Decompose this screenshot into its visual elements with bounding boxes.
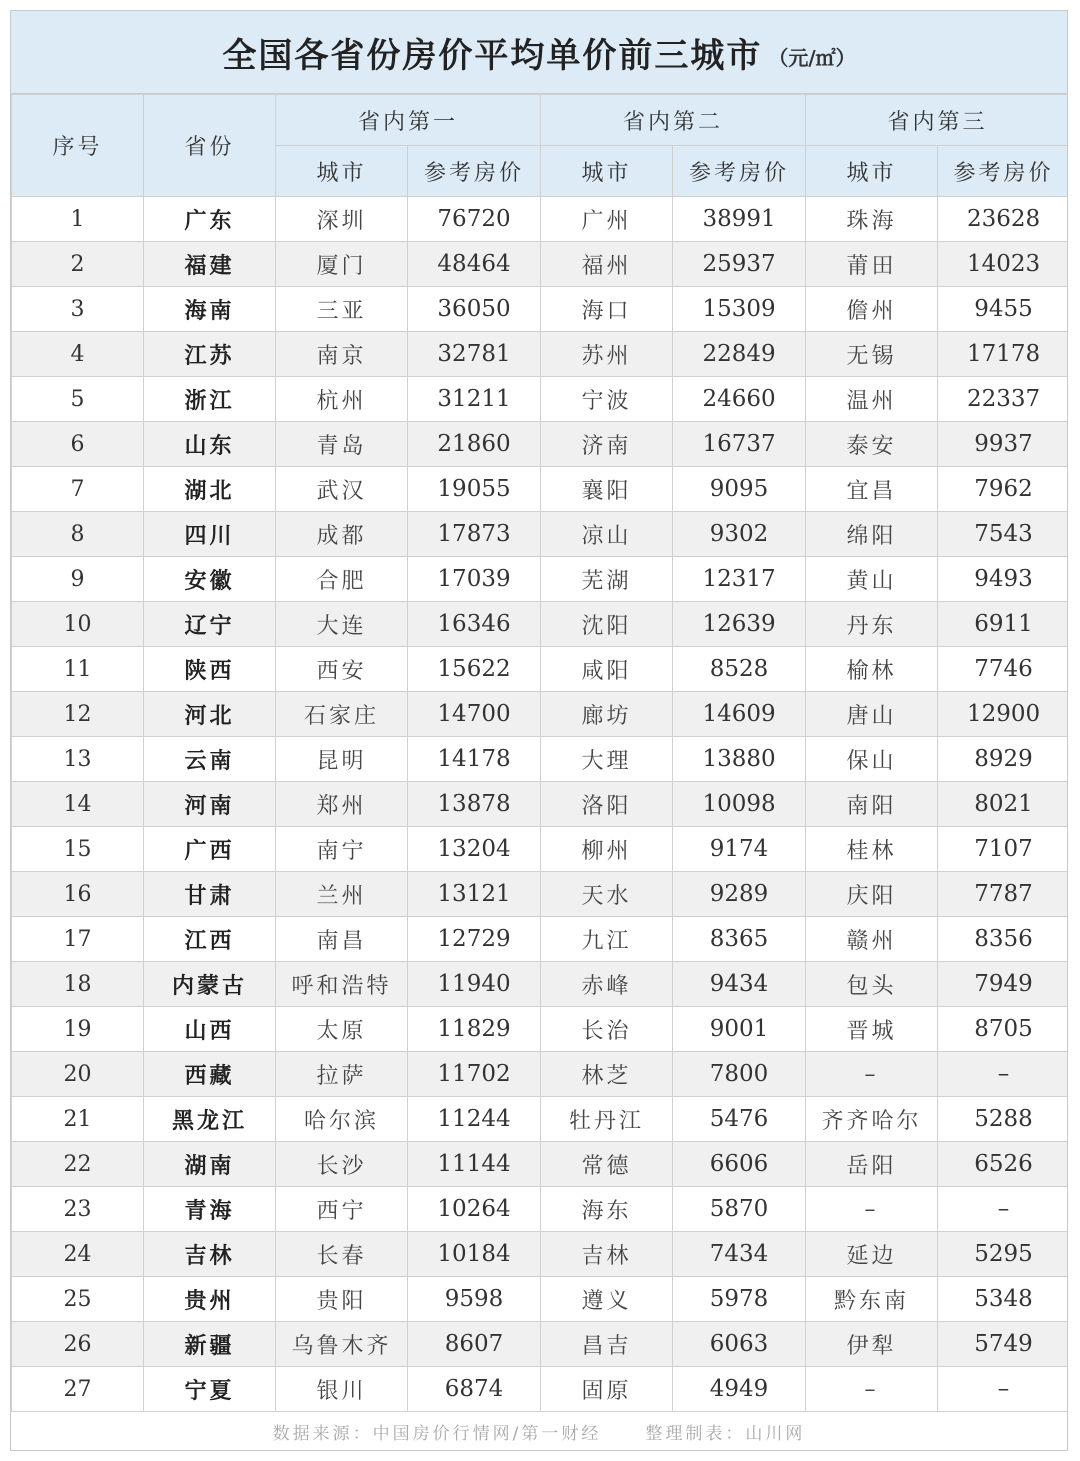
third-city: 延边 bbox=[806, 1232, 938, 1277]
table-title-bar bbox=[11, 11, 1067, 94]
second-city: 遵义 bbox=[541, 1277, 673, 1322]
first-city: 长沙 bbox=[276, 1142, 408, 1187]
third-city: 榆林 bbox=[806, 647, 938, 692]
first-city: 深圳 bbox=[276, 197, 408, 242]
row-index: 21 bbox=[12, 1097, 144, 1142]
province-name: 黑龙江 bbox=[144, 1097, 276, 1142]
third-city: 丹东 bbox=[806, 602, 938, 647]
table-row bbox=[12, 1322, 1069, 1367]
first-city-price: 10184 bbox=[408, 1232, 541, 1277]
second-city-price: 22849 bbox=[673, 332, 806, 377]
first-city: 武汉 bbox=[276, 467, 408, 512]
row-index: 19 bbox=[12, 1007, 144, 1052]
first-city-price: 11244 bbox=[408, 1097, 541, 1142]
second-city-price: 5978 bbox=[673, 1277, 806, 1322]
row-index: 18 bbox=[12, 962, 144, 1007]
first-city: 成都 bbox=[276, 512, 408, 557]
first-city: 杭州 bbox=[276, 377, 408, 422]
table-row bbox=[12, 782, 1069, 827]
row-index: 12 bbox=[12, 692, 144, 737]
table-row bbox=[12, 1007, 1069, 1052]
third-city-price: 9493 bbox=[938, 557, 1068, 602]
third-city: 庆阳 bbox=[806, 872, 938, 917]
first-city-price: 8607 bbox=[408, 1322, 541, 1367]
province-name: 江苏 bbox=[144, 332, 276, 377]
first-city: 厦门 bbox=[276, 242, 408, 287]
table-row bbox=[12, 467, 1069, 512]
second-city-price: 9302 bbox=[673, 512, 806, 557]
second-city-price: 10098 bbox=[673, 782, 806, 827]
row-index: 8 bbox=[12, 512, 144, 557]
row-index: 11 bbox=[12, 647, 144, 692]
first-city-price: 76720 bbox=[408, 197, 541, 242]
second-city-price: 24660 bbox=[673, 377, 806, 422]
table-row bbox=[12, 1097, 1069, 1142]
third-city: – bbox=[806, 1052, 938, 1097]
first-city-price: 9598 bbox=[408, 1277, 541, 1322]
province-name: 浙江 bbox=[144, 377, 276, 422]
second-city: 牡丹江 bbox=[541, 1097, 673, 1142]
second-city-price: 6063 bbox=[673, 1322, 806, 1367]
second-city-price: 5870 bbox=[673, 1187, 806, 1232]
second-city: 天水 bbox=[541, 872, 673, 917]
first-city: 郑州 bbox=[276, 782, 408, 827]
second-city: 海口 bbox=[541, 287, 673, 332]
first-city: 西宁 bbox=[276, 1187, 408, 1232]
first-city: 青岛 bbox=[276, 422, 408, 467]
table-row bbox=[12, 647, 1069, 692]
header-group-first: 省内第一 bbox=[276, 95, 541, 146]
first-city: 南京 bbox=[276, 332, 408, 377]
row-index: 14 bbox=[12, 782, 144, 827]
header-city-2: 城市 bbox=[541, 146, 673, 197]
row-index: 1 bbox=[12, 197, 144, 242]
province-name: 贵州 bbox=[144, 1277, 276, 1322]
second-city-price: 13880 bbox=[673, 737, 806, 782]
first-city-price: 14178 bbox=[408, 737, 541, 782]
row-index: 13 bbox=[12, 737, 144, 782]
first-city-price: 17039 bbox=[408, 557, 541, 602]
third-city: 珠海 bbox=[806, 197, 938, 242]
second-city: 九江 bbox=[541, 917, 673, 962]
second-city: 洛阳 bbox=[541, 782, 673, 827]
first-city: 长春 bbox=[276, 1232, 408, 1277]
third-city: 包头 bbox=[806, 962, 938, 1007]
province-name: 内蒙古 bbox=[144, 962, 276, 1007]
second-city: 昌吉 bbox=[541, 1322, 673, 1367]
province-name: 福建 bbox=[144, 242, 276, 287]
province-name: 山东 bbox=[144, 422, 276, 467]
province-name: 四川 bbox=[144, 512, 276, 557]
table-row bbox=[12, 827, 1069, 872]
row-index: 6 bbox=[12, 422, 144, 467]
first-city: 大连 bbox=[276, 602, 408, 647]
province-name: 青海 bbox=[144, 1187, 276, 1232]
first-city-price: 13878 bbox=[408, 782, 541, 827]
first-city-price: 11702 bbox=[408, 1052, 541, 1097]
page-title: 全国各省份房价平均单价前三城市 bbox=[222, 35, 763, 76]
third-city: 宜昌 bbox=[806, 467, 938, 512]
third-city-price: – bbox=[938, 1187, 1068, 1232]
province-name: 湖北 bbox=[144, 467, 276, 512]
second-city: 福州 bbox=[541, 242, 673, 287]
row-index: 27 bbox=[12, 1367, 144, 1412]
first-city: 太原 bbox=[276, 1007, 408, 1052]
header-province: 省份 bbox=[144, 95, 276, 197]
first-city-price: 14700 bbox=[408, 692, 541, 737]
second-city: 固原 bbox=[541, 1367, 673, 1412]
third-city-price: 5288 bbox=[938, 1097, 1068, 1142]
row-index: 2 bbox=[12, 242, 144, 287]
table-frame bbox=[10, 10, 1068, 1451]
third-city-price: 7107 bbox=[938, 827, 1068, 872]
second-city: 广州 bbox=[541, 197, 673, 242]
row-index: 15 bbox=[12, 827, 144, 872]
first-city: 昆明 bbox=[276, 737, 408, 782]
third-city: 保山 bbox=[806, 737, 938, 782]
third-city-price: 8021 bbox=[938, 782, 1068, 827]
third-city: 岳阳 bbox=[806, 1142, 938, 1187]
table-row bbox=[12, 1142, 1069, 1187]
header-group-second: 省内第二 bbox=[541, 95, 806, 146]
first-city: 石家庄 bbox=[276, 692, 408, 737]
province-name: 安徽 bbox=[144, 557, 276, 602]
table-row bbox=[12, 512, 1069, 557]
third-city: 无锡 bbox=[806, 332, 938, 377]
third-city-price: 7746 bbox=[938, 647, 1068, 692]
price-table bbox=[11, 94, 1068, 1412]
first-city-price: 11144 bbox=[408, 1142, 541, 1187]
second-city: 芜湖 bbox=[541, 557, 673, 602]
table-row bbox=[12, 197, 1069, 242]
second-city: 廊坊 bbox=[541, 692, 673, 737]
second-city-price: 9001 bbox=[673, 1007, 806, 1052]
row-index: 26 bbox=[12, 1322, 144, 1367]
first-city: 西安 bbox=[276, 647, 408, 692]
first-city-price: 12729 bbox=[408, 917, 541, 962]
header-group-third: 省内第三 bbox=[806, 95, 1068, 146]
third-city-price: 5749 bbox=[938, 1322, 1068, 1367]
province-name: 甘肃 bbox=[144, 872, 276, 917]
table-row bbox=[12, 422, 1069, 467]
second-city: 吉林 bbox=[541, 1232, 673, 1277]
second-city: 襄阳 bbox=[541, 467, 673, 512]
first-city: 银川 bbox=[276, 1367, 408, 1412]
second-city: 林芝 bbox=[541, 1052, 673, 1097]
third-city-price: 7949 bbox=[938, 962, 1068, 1007]
third-city-price: 8929 bbox=[938, 737, 1068, 782]
table-row bbox=[12, 872, 1069, 917]
first-city-price: 21860 bbox=[408, 422, 541, 467]
province-name: 宁夏 bbox=[144, 1367, 276, 1412]
first-city-price: 17873 bbox=[408, 512, 541, 557]
table-row bbox=[12, 1277, 1069, 1322]
first-city-price: 11940 bbox=[408, 962, 541, 1007]
third-city-price: – bbox=[938, 1052, 1068, 1097]
first-city: 呼和浩特 bbox=[276, 962, 408, 1007]
third-city-price: 9937 bbox=[938, 422, 1068, 467]
third-city: 黄山 bbox=[806, 557, 938, 602]
second-city-price: 7800 bbox=[673, 1052, 806, 1097]
province-name: 云南 bbox=[144, 737, 276, 782]
table-row bbox=[12, 692, 1069, 737]
second-city: 苏州 bbox=[541, 332, 673, 377]
third-city-price: 22337 bbox=[938, 377, 1068, 422]
table-row bbox=[12, 557, 1069, 602]
row-index: 5 bbox=[12, 377, 144, 422]
table-row bbox=[12, 242, 1069, 287]
table-row bbox=[12, 287, 1069, 332]
header-city-3: 城市 bbox=[806, 146, 938, 197]
second-city-price: 14609 bbox=[673, 692, 806, 737]
first-city: 南宁 bbox=[276, 827, 408, 872]
first-city-price: 10264 bbox=[408, 1187, 541, 1232]
province-name: 海南 bbox=[144, 287, 276, 332]
second-city-price: 8528 bbox=[673, 647, 806, 692]
third-city-price: 7962 bbox=[938, 467, 1068, 512]
province-name: 吉林 bbox=[144, 1232, 276, 1277]
header-row-groups bbox=[12, 95, 1069, 146]
second-city: 宁波 bbox=[541, 377, 673, 422]
header-city-1: 城市 bbox=[276, 146, 408, 197]
first-city: 合肥 bbox=[276, 557, 408, 602]
first-city-price: 6874 bbox=[408, 1367, 541, 1412]
second-city: 大理 bbox=[541, 737, 673, 782]
row-index: 23 bbox=[12, 1187, 144, 1232]
third-city: 儋州 bbox=[806, 287, 938, 332]
second-city: 济南 bbox=[541, 422, 673, 467]
row-index: 16 bbox=[12, 872, 144, 917]
third-city-price: 7543 bbox=[938, 512, 1068, 557]
third-city-price: 7787 bbox=[938, 872, 1068, 917]
table-row bbox=[12, 377, 1069, 422]
row-index: 22 bbox=[12, 1142, 144, 1187]
third-city: 温州 bbox=[806, 377, 938, 422]
first-city-price: 32781 bbox=[408, 332, 541, 377]
row-index: 17 bbox=[12, 917, 144, 962]
third-city-price: – bbox=[938, 1367, 1068, 1412]
header-price-2: 参考房价 bbox=[673, 146, 806, 197]
second-city-price: 12317 bbox=[673, 557, 806, 602]
third-city: 唐山 bbox=[806, 692, 938, 737]
second-city-price: 25937 bbox=[673, 242, 806, 287]
third-city: 绵阳 bbox=[806, 512, 938, 557]
second-city-price: 9174 bbox=[673, 827, 806, 872]
second-city: 咸阳 bbox=[541, 647, 673, 692]
first-city: 贵阳 bbox=[276, 1277, 408, 1322]
third-city-price: 12900 bbox=[938, 692, 1068, 737]
second-city-price: 9434 bbox=[673, 962, 806, 1007]
third-city-price: 17178 bbox=[938, 332, 1068, 377]
second-city-price: 9289 bbox=[673, 872, 806, 917]
third-city-price: 6526 bbox=[938, 1142, 1068, 1187]
table-row bbox=[12, 332, 1069, 377]
row-index: 25 bbox=[12, 1277, 144, 1322]
first-city-price: 13204 bbox=[408, 827, 541, 872]
third-city: 泰安 bbox=[806, 422, 938, 467]
second-city: 海东 bbox=[541, 1187, 673, 1232]
first-city: 拉萨 bbox=[276, 1052, 408, 1097]
province-name: 西藏 bbox=[144, 1052, 276, 1097]
second-city-price: 9095 bbox=[673, 467, 806, 512]
first-city-price: 48464 bbox=[408, 242, 541, 287]
province-name: 辽宁 bbox=[144, 602, 276, 647]
third-city: 伊犁 bbox=[806, 1322, 938, 1367]
title-unit: （元/㎡） bbox=[768, 45, 856, 70]
second-city-price: 8365 bbox=[673, 917, 806, 962]
first-city: 哈尔滨 bbox=[276, 1097, 408, 1142]
table-row bbox=[12, 917, 1069, 962]
second-city-price: 12639 bbox=[673, 602, 806, 647]
first-city: 南昌 bbox=[276, 917, 408, 962]
second-city: 赤峰 bbox=[541, 962, 673, 1007]
province-name: 湖南 bbox=[144, 1142, 276, 1187]
table-row bbox=[12, 1187, 1069, 1232]
table-row bbox=[12, 602, 1069, 647]
second-city: 柳州 bbox=[541, 827, 673, 872]
third-city-price: 6911 bbox=[938, 602, 1068, 647]
third-city-price: 5348 bbox=[938, 1277, 1068, 1322]
province-name: 广西 bbox=[144, 827, 276, 872]
row-index: 10 bbox=[12, 602, 144, 647]
second-city: 长治 bbox=[541, 1007, 673, 1052]
table-row bbox=[12, 1052, 1069, 1097]
first-city-price: 19055 bbox=[408, 467, 541, 512]
second-city-price: 38991 bbox=[673, 197, 806, 242]
data-source-note: 数据来源：中国房价行情网/第一财经 bbox=[272, 1423, 602, 1444]
third-city: 桂林 bbox=[806, 827, 938, 872]
third-city: 黔东南 bbox=[806, 1277, 938, 1322]
first-city-price: 11829 bbox=[408, 1007, 541, 1052]
province-name: 河北 bbox=[144, 692, 276, 737]
row-index: 24 bbox=[12, 1232, 144, 1277]
table-row bbox=[12, 1232, 1069, 1277]
header-price-1: 参考房价 bbox=[408, 146, 541, 197]
row-index: 3 bbox=[12, 287, 144, 332]
first-city-price: 36050 bbox=[408, 287, 541, 332]
row-index: 7 bbox=[12, 467, 144, 512]
second-city: 凉山 bbox=[541, 512, 673, 557]
third-city: – bbox=[806, 1367, 938, 1412]
third-city: 南阳 bbox=[806, 782, 938, 827]
province-name: 江西 bbox=[144, 917, 276, 962]
first-city-price: 31211 bbox=[408, 377, 541, 422]
first-city: 兰州 bbox=[276, 872, 408, 917]
third-city-price: 14023 bbox=[938, 242, 1068, 287]
first-city-price: 15622 bbox=[408, 647, 541, 692]
second-city: 常德 bbox=[541, 1142, 673, 1187]
second-city-price: 16737 bbox=[673, 422, 806, 467]
table-row bbox=[12, 1367, 1069, 1412]
second-city-price: 7434 bbox=[673, 1232, 806, 1277]
third-city: 齐齐哈尔 bbox=[806, 1097, 938, 1142]
third-city-price: 8356 bbox=[938, 917, 1068, 962]
province-name: 山西 bbox=[144, 1007, 276, 1052]
first-city-price: 13121 bbox=[408, 872, 541, 917]
table-footer bbox=[11, 1411, 1067, 1450]
row-index: 20 bbox=[12, 1052, 144, 1097]
province-name: 新疆 bbox=[144, 1322, 276, 1367]
third-city: 晋城 bbox=[806, 1007, 938, 1052]
first-city-price: 16346 bbox=[408, 602, 541, 647]
first-city: 乌鲁木齐 bbox=[276, 1322, 408, 1367]
third-city-price: 8705 bbox=[938, 1007, 1068, 1052]
province-name: 广东 bbox=[144, 197, 276, 242]
second-city-price: 5476 bbox=[673, 1097, 806, 1142]
third-city: – bbox=[806, 1187, 938, 1232]
third-city-price: 23628 bbox=[938, 197, 1068, 242]
second-city-price: 4949 bbox=[673, 1367, 806, 1412]
second-city-price: 15309 bbox=[673, 287, 806, 332]
third-city: 赣州 bbox=[806, 917, 938, 962]
header-index: 序号 bbox=[12, 95, 144, 197]
table-body bbox=[12, 197, 1069, 1412]
province-name: 陕西 bbox=[144, 647, 276, 692]
table-maker-note: 整理制表：山川网 bbox=[645, 1423, 806, 1444]
third-city: 莆田 bbox=[806, 242, 938, 287]
third-city-price: 9455 bbox=[938, 287, 1068, 332]
first-city: 三亚 bbox=[276, 287, 408, 332]
second-city-price: 6606 bbox=[673, 1142, 806, 1187]
header-price-3: 参考房价 bbox=[938, 146, 1068, 197]
province-name: 河南 bbox=[144, 782, 276, 827]
table-row bbox=[12, 737, 1069, 782]
row-index: 4 bbox=[12, 332, 144, 377]
second-city: 沈阳 bbox=[541, 602, 673, 647]
row-index: 9 bbox=[12, 557, 144, 602]
table-row bbox=[12, 962, 1069, 1007]
third-city-price: 5295 bbox=[938, 1232, 1068, 1277]
